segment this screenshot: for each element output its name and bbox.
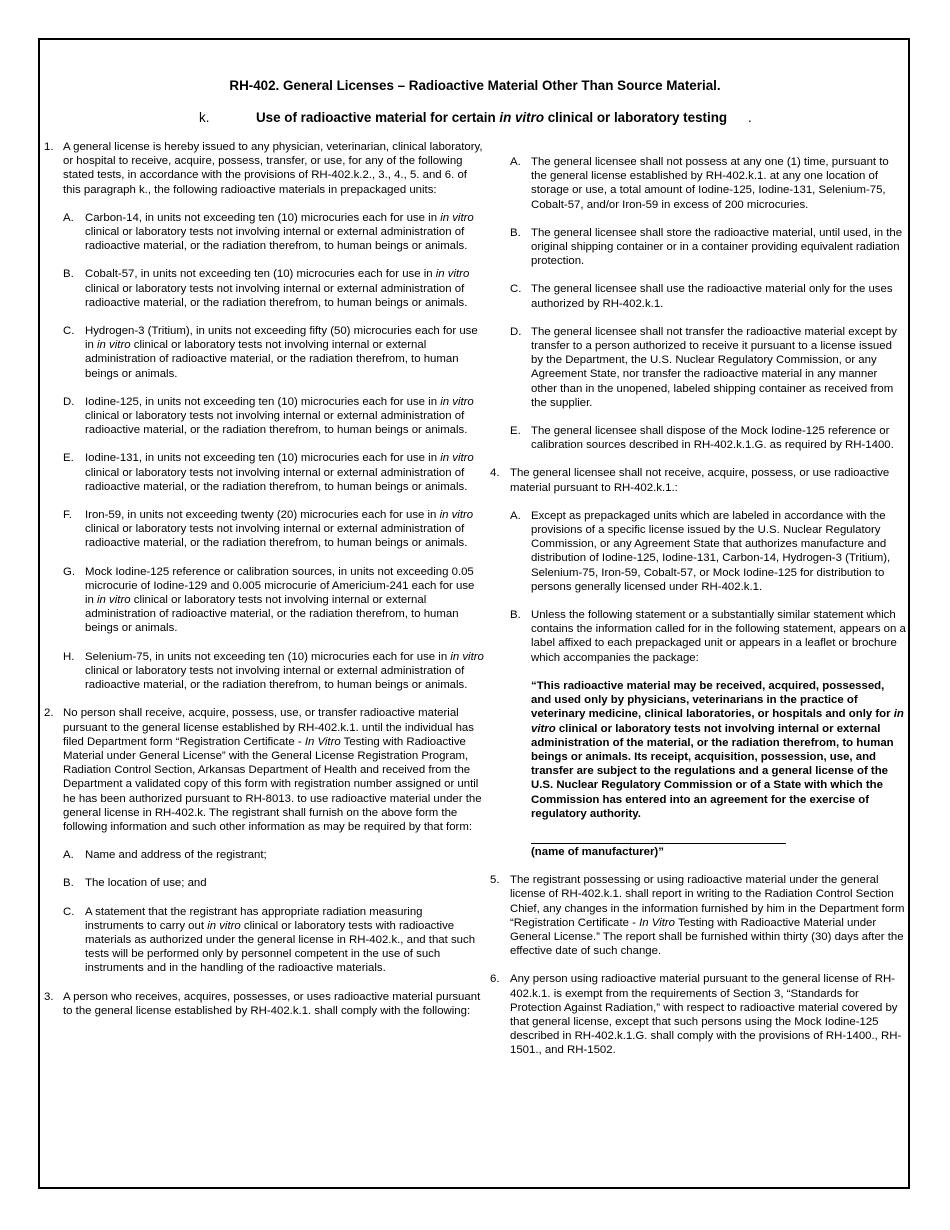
list-item: A. Carbon-14, in units not exceeding ten (10) microcuries each for use in in vitro clinical or laboratory tests not involving internal or external administration of radioactive material, or the radiation therefrom, to human beings or animals. [63,211,474,253]
paragraph-number: 3. [44,990,54,1003]
paragraph-3: 3. A person who receives, acquires, possesses, or uses radioactive material pursuant to the general license established by RH-402.k.1. shall comply with the following: [44,990,481,1017]
subsection-title: Use of radioactive material for certain in vitro clinical or laboratory testing [256,110,728,125]
manufacturer-line: (name of manufacturer)” [531,843,786,859]
list-item: E. The general licensee shall dispose of the Mock Iodine-125 reference or calibration sources described in RH-402.k.1.G. as required by RH-1400. [510,425,894,452]
list-item: B. The general licensee shall store the radioactive material, until used, in the original shipping container or in a container providing equivalent radiation protection. [510,226,903,268]
list-item: H. Selenium-75, in units not exceeding ten (10) microcuries each for use in in vitro clinical or laboratory tests not involving internal or external administration of radioactive material, or the radiation therefrom, to human beings or animals. [63,650,484,692]
left-column [44,140,484,1018]
list-item: B. Unless the following statement or a substantially similar statement which contains the information called for in the following statement, appears on a label affixed to each prepackaged unit or appears in a leaflet or brochure which accompanies the package: [510,609,906,664]
list-item: B. Cobalt-57, in units not exceeding ten (10) microcuries each for use in in vitro clinical or laboratory tests not involving internal or external administration of radioactive material, or the radiation therefrom, to human beings or animals. [63,268,470,309]
list-item: D. Iodine-125, in units not exceeding ten (10) microcuries each for use in in vitro clinical or laboratory tests not involving internal or external administration of radioactive material, or the radiation therefrom, to human beings or animals. [63,395,474,437]
list-item: E. Iodine-131, in units not exceeding ten (10) microcuries each for use in in vitro clinical or laboratory tests not involving internal or external administration of radioactive material, or the radiation therefrom, to human beings or animals. [63,452,474,493]
subsection-letter: k. [199,110,210,125]
paragraph-number: 2. [44,707,54,720]
list-item: A. Name and address of the registrant; [63,849,267,862]
list-item: A. Except as prepackaged units which are labeled in accordance with the provisions of a specific license issued by the U.S. Nuclear Regulatory Commission, or any Agreement State that authorizes manufacture and distribution of Iodine-125, Iodine-131, Carbon-14, Hydrogen-3 (Tritium), Selenium-75, Iron-59, Cobalt-57, or Mock Iodine-125 for distribution to persons generally licensed under RH-402.k.1. [510,509,891,593]
list-item: D. The general licensee shall not transfer the radioactive material except by transfer to a person authorized to receive it pursuant to a license issued by the Department, the U.S. Nuclear Regulatory Commission, or any Agreement State, nor transfer the radioactive material in any manner other than in the unopened, labeled shipping container as received from the supplier. [510,325,897,409]
list-item: F. Iron-59, in units not exceeding twenty (20) microcuries each for use in in vitro clinical or laboratory tests not involving internal or external administration of radioactive material, or the radiation therefrom, to human beings or animals. [63,509,474,550]
list-item: C. A statement that the registrant has appropriate radiation measuring instruments to carry out in vitro clinical or laboratory tests with radioactive materials as authorized under the general license in RH-402.k., and that such tests will be performed only by personnel competent in the use of such instruments and in the handling of the radioactive materials. [63,905,476,975]
section-title: RH-402. General Licenses – Radioactive Material Other Than Source Material. [229,78,721,93]
list-item: A. The general licensee shall not possess at any one (1) time, pursuant to the general license established by RH-402.k.1. at any one location of storage or use, a total amount of Iodine-125, Iodine-131, Selenium-75, Cobalt-57, and/or Iron-59 in excess of 200 microcuries. [510,156,889,211]
right-column [490,155,906,1058]
paragraph-5: 5. The registrant possessing or using radioactive material under the general license of RH-402.k.1. shall report in writing to the Radiation Control Section Chief, any changes in the information furnished by him in the Department form “Registration Certificate - In Vitro Testing with Radioactive Material under General License.” The report shall be furnished within thirty (30) days after the effective date of such change. [490,874,905,958]
paragraph-4: 4. The general licensee shall not receive, acquire, possess, or use radioactive material pursuant to RH-402.k.1.: [490,467,890,494]
list-item: G. Mock Iodine-125 reference or calibration sources, in units not exceeding 0.05 microcurie of Iodine-129 and 0.005 microcurie of Americium-241 each for use in in vitro clinical or laboratory tests not involving internal or external administration of radioactive material, or the radiation therefrom, to human beings or animals. [63,565,475,635]
paragraph-text: A general license is hereby issued to any physician, veterinarian, clinical laboratory, or hospital to receive, acquire, possess, transfer, or use, for any of the following stated tests, in accordance with the provisions of RH-402.k.2., 3., 4., 5. and 6. of this paragraph k., the following radioactive materials in prepackaged units: [63,141,483,196]
label-statement: “This radioactive material may be received, acquired, possessed, and used only by physicians, veterinarians in the practice of veterinary medicine, clinical laboratories, or hospitals and only for in vitro clinical or laboratory tests not involving internal or external administration of the material, or the radiation therefrom, to human beings or animals. Its receipt, acquisition, possession, use, and transfer are subject to the regulations and a general license of the U.S. Nuclear Regulatory Commission or of a State with which the Commission has entered into an agreement for the exercise of regulatory authority. [531,679,904,820]
paragraph-6: 6. Any person using radioactive material pursuant to the general license of RH-402.k.1. is exempt from the requirements of Section 3, “Standards for Protection Against Radiation,” with respect to radioactive material covered by that general license, except that such persons using the Mock Iodine-125 described in RH-402.k.1.G. shall comply with the provisions of RH-1400., RH-1501., and RH-1502. [490,973,902,1057]
paragraph-2: 2. No person shall receive, acquire, possess, use, or transfer radioactive material pursuant to the general license established by RH-402.k.1. until the individual has filed Department form “Registration Certificate - In Vitro Testing with Radioactive Material under General License” with the General License Registration Program, Radiation Control Section, Arkansas Department of Health and received from the Department a validated copy of this form with registration number assigned or until he has been authorized pursuant to RH-8013. to use radioactive material under the general license in RH-402.k. The registrant shall furnish on the above form the following information and such other information as may be required by that form: [44,707,482,833]
paragraph-number: 1. [44,141,54,153]
list-item: C. The general licensee shall use the radioactive material only for the uses authorized by RH-402.k.1. [510,283,893,310]
list-item: B. The location of use; and [63,877,207,890]
paragraph-1 [44,140,484,197]
list-item: C. Hydrogen-3 (Tritium), in units not exceeding fifty (50) microcuries each for use in in vitro clinical or laboratory tests not involving internal or external administration of radioactive material, or the radiation therefrom, to human beings or animals. [63,325,478,380]
